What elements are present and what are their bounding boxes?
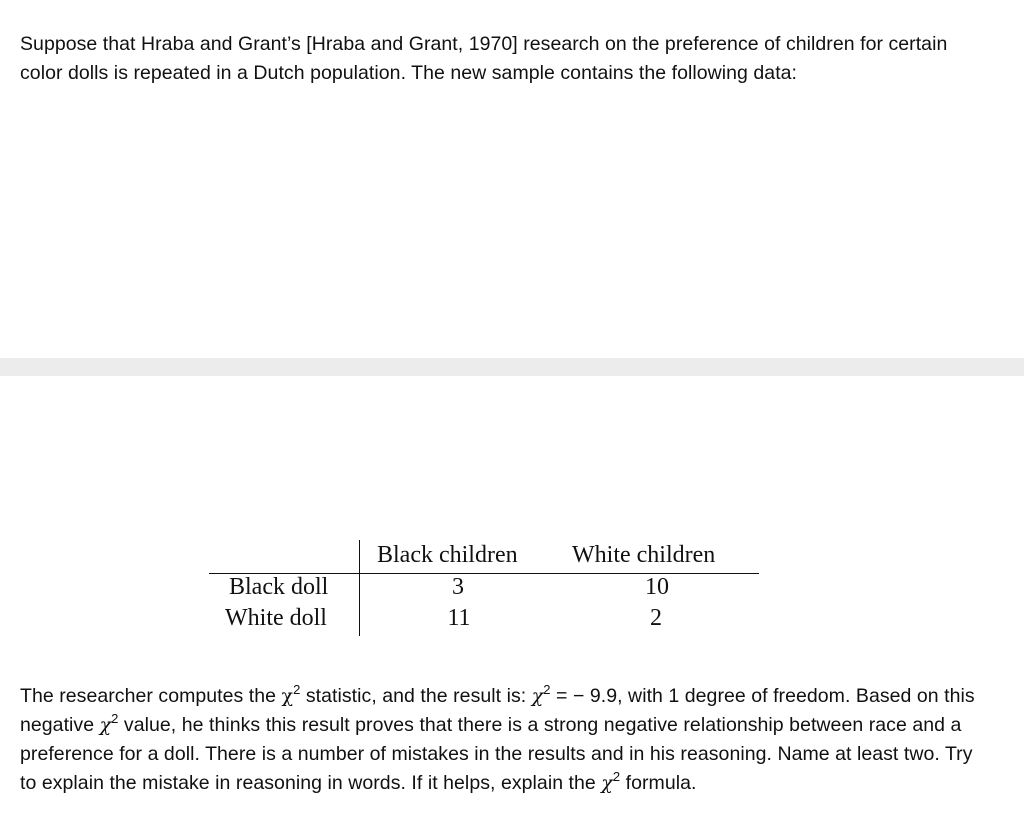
table-vertical-rule	[359, 540, 360, 636]
cell-white-doll-black-children: 11	[447, 605, 471, 631]
chi-symbol: χ	[531, 685, 544, 707]
intro-paragraph: Suppose that Hraba and Grant’s [Hraba and Grant, 1970] research on the preference of children for certain color dolls is repeated in a Dutch population. The new sample contains the following data:	[20, 33, 948, 84]
row-label-white-doll: White doll	[225, 605, 327, 631]
chi-symbol: χ	[99, 714, 112, 736]
chi-symbol: χ	[601, 772, 613, 794]
question-text-4: value, he thinks this result proves that there is a strong negative relationship between race and a preference for a doll. There is a number of mistakes in the results and in his reasoning. Name at least two. Try to explain the mistake in reasoning in words. If it helps, explain the	[20, 714, 973, 794]
separator-band	[0, 358, 1024, 376]
superscript-two: 2	[293, 681, 301, 697]
cell-black-doll-white-children: 10	[645, 574, 669, 600]
cell-white-doll-white-children: 2	[650, 605, 662, 631]
superscript-two: 2	[543, 681, 551, 697]
question-paragraph	[20, 682, 994, 798]
chi-symbol: χ	[281, 685, 294, 707]
question-text-2: statistic, and the result is:	[300, 685, 532, 707]
question-text-5: formula.	[620, 772, 697, 794]
cell-black-doll-black-children: 3	[452, 574, 464, 600]
superscript-two: 2	[612, 768, 621, 784]
header-black-children: Black children	[377, 542, 518, 568]
equation-value: = − 9.9	[550, 685, 618, 707]
row-label-black-doll: Black doll	[229, 574, 329, 600]
header-white-children: White children	[572, 542, 716, 568]
question-text-3: , with 1 degree of freedom. Based on this negative	[20, 685, 975, 736]
table-horizontal-rule	[209, 573, 759, 574]
superscript-two: 2	[111, 710, 119, 726]
question-text-1: The researcher computes the	[20, 685, 282, 707]
